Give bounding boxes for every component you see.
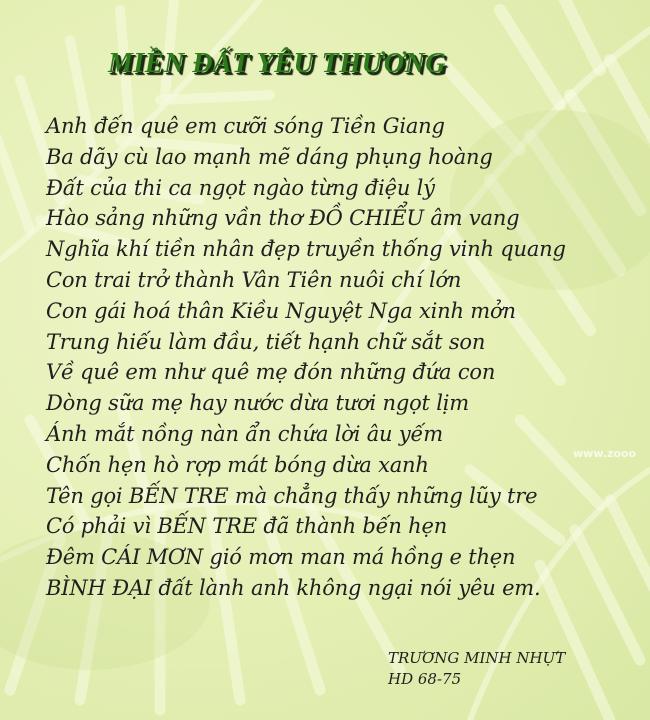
poem-line: Dòng sữa mẹ hay nước dừa tươi ngọt lịm [46, 391, 469, 416]
poem-title: MIỀN ĐẤT YÊU THƯƠNG [108, 48, 446, 79]
author-name: TRƯƠNG MINH NHỰT [388, 649, 566, 667]
poem-body [46, 111, 566, 604]
poem-line: Trung hiếu làm đầu, tiết hạnh chữ sắt son [46, 329, 486, 354]
poem-line: BÌNH ĐẠI đất lành anh không ngại nói yêu em. [46, 575, 541, 600]
author-note: HD 68-75 [388, 670, 462, 688]
poem-line: Anh đến quê em cưỡi sóng Tiền Giang [46, 114, 445, 138]
poem-line: Đất của thi ca ngọt ngào từng điệu lý [46, 175, 435, 200]
poem-line: Con gái hoá thân Kiều Nguyệt Nga xinh mởn [46, 298, 516, 323]
poem-line: Tên gọi BẾN TRE mà chẳng thấy những lũy tre [46, 483, 538, 508]
poem-line: Con trai trở thành Vân Tiên nuôi chí lớn [46, 267, 462, 292]
poem-line: Hào sảng những vần thơ ĐỒ CHIỂU âm vang [46, 206, 520, 231]
poem-line: Về quê em như quê mẹ đón những đứa con [46, 360, 496, 385]
watermark: www.zooo [573, 447, 637, 460]
poem-line: Có phải vì BẾN TRE đã thành bến hẹn [46, 514, 448, 539]
poem-line: Đêm CÁI MƠN gió mơn man má hồng e thẹn [46, 545, 516, 570]
poem-line: Nghĩa khí tiền nhân đẹp truyền thống vinh quang [46, 237, 566, 262]
poem-line: Ba dãy cù lao mạnh mẽ dáng phụng hoàng [46, 144, 493, 169]
poem-line: Chốn hẹn hò rợp mát bóng dừa xanh [46, 452, 429, 477]
signature [388, 648, 565, 690]
poem-line: Ánh mắt nồng nàn ẩn chứa lời âu yếm [46, 421, 443, 446]
